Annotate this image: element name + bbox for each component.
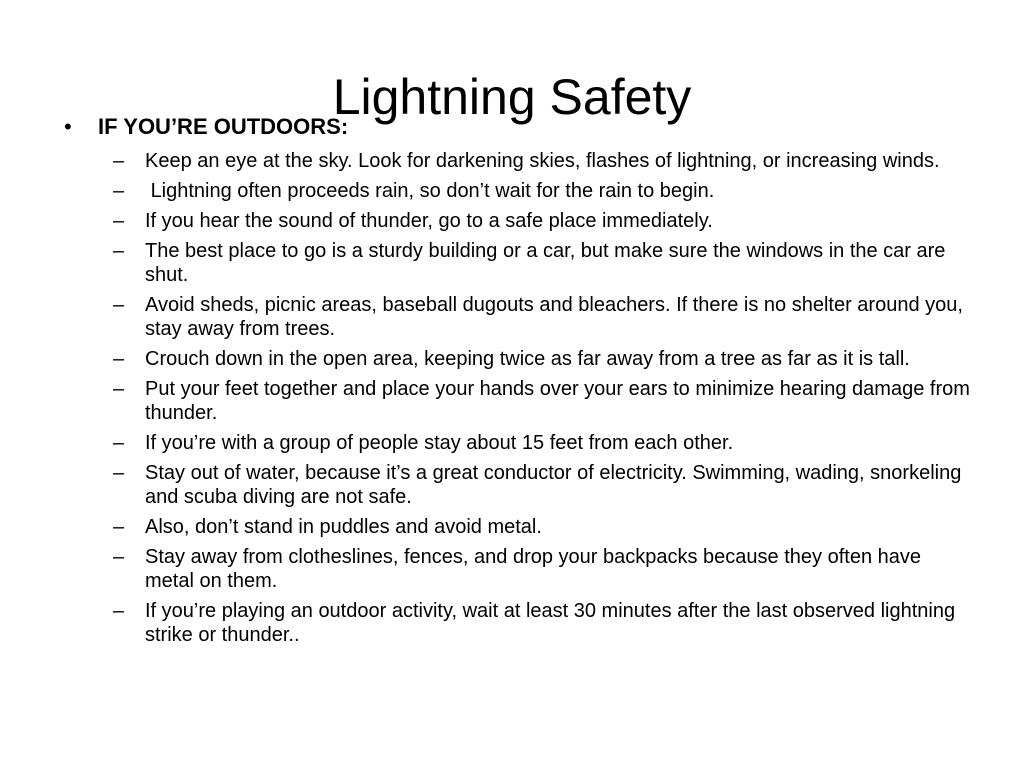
- dash-marker: –: [113, 600, 125, 622]
- list-item-text: Lightning often proceeds rain, so don’t wait for the rain to begin.: [145, 180, 715, 202]
- dash-marker: –: [113, 378, 125, 400]
- list-item-text: Keep an eye at the sky. Look for darkening skies, flashes of lightning, or increasing winds.: [145, 150, 940, 172]
- dash-marker: –: [113, 294, 125, 316]
- list-item: [113, 599, 973, 647]
- list-item-text: Also, don’t stand in puddles and avoid metal.: [145, 516, 542, 538]
- dash-marker: –: [113, 462, 125, 484]
- dash-marker: –: [113, 516, 125, 538]
- list-item: [113, 293, 973, 341]
- main-bullet-text: IF YOU’RE OUTDOORS:: [98, 114, 349, 139]
- list-item: [113, 515, 973, 539]
- list-item: [113, 377, 976, 425]
- list-item: [113, 149, 973, 173]
- list-item-text: Stay out of water, because it’s a great conductor of electricity. Swimming, wading, snorkeling and scuba diving are not safe.: [145, 462, 967, 508]
- dash-marker: –: [113, 210, 125, 232]
- list-item: [113, 347, 973, 371]
- list-item: [113, 239, 973, 287]
- dash-marker: –: [113, 240, 125, 262]
- list-item-text: If you’re playing an outdoor activity, wait at least 30 minutes after the last observed lightning strike or thunder..: [145, 600, 961, 646]
- dash-marker: –: [113, 180, 125, 202]
- list-item-text: If you’re with a group of people stay about 15 feet from each other.: [145, 432, 734, 454]
- sub-bullet-list: [113, 149, 976, 653]
- list-item: [113, 431, 973, 455]
- dash-marker: –: [113, 432, 125, 454]
- dash-marker: –: [113, 348, 125, 370]
- list-item: [113, 545, 973, 593]
- list-item-text: The best place to go is a sturdy building or a car, but make sure the windows in the car are shut.: [145, 240, 951, 286]
- list-item-text: Crouch down in the open area, keeping twice as far away from a tree as far as it is tall.: [145, 348, 910, 370]
- main-bullet: [64, 114, 348, 140]
- list-item-text: If you hear the sound of thunder, go to a safe place immediately.: [145, 210, 713, 232]
- list-item-text: Put your feet together and place your hands over your ears to minimize hearing damage from thunder.: [145, 378, 976, 424]
- slide-title: Lightning Safety: [332, 68, 692, 125]
- list-item: [113, 179, 973, 203]
- list-item-text: Stay away from clotheslines, fences, and drop your backpacks because they often have metal on them.: [145, 546, 927, 592]
- list-item: [113, 209, 973, 233]
- bullet-marker: •: [64, 114, 72, 139]
- dash-marker: –: [113, 150, 125, 172]
- list-item-text: Avoid sheds, picnic areas, baseball dugouts and bleachers. If there is no shelter around you, stay away from trees.: [145, 294, 969, 340]
- dash-marker: –: [113, 546, 125, 568]
- list-item: [113, 461, 973, 509]
